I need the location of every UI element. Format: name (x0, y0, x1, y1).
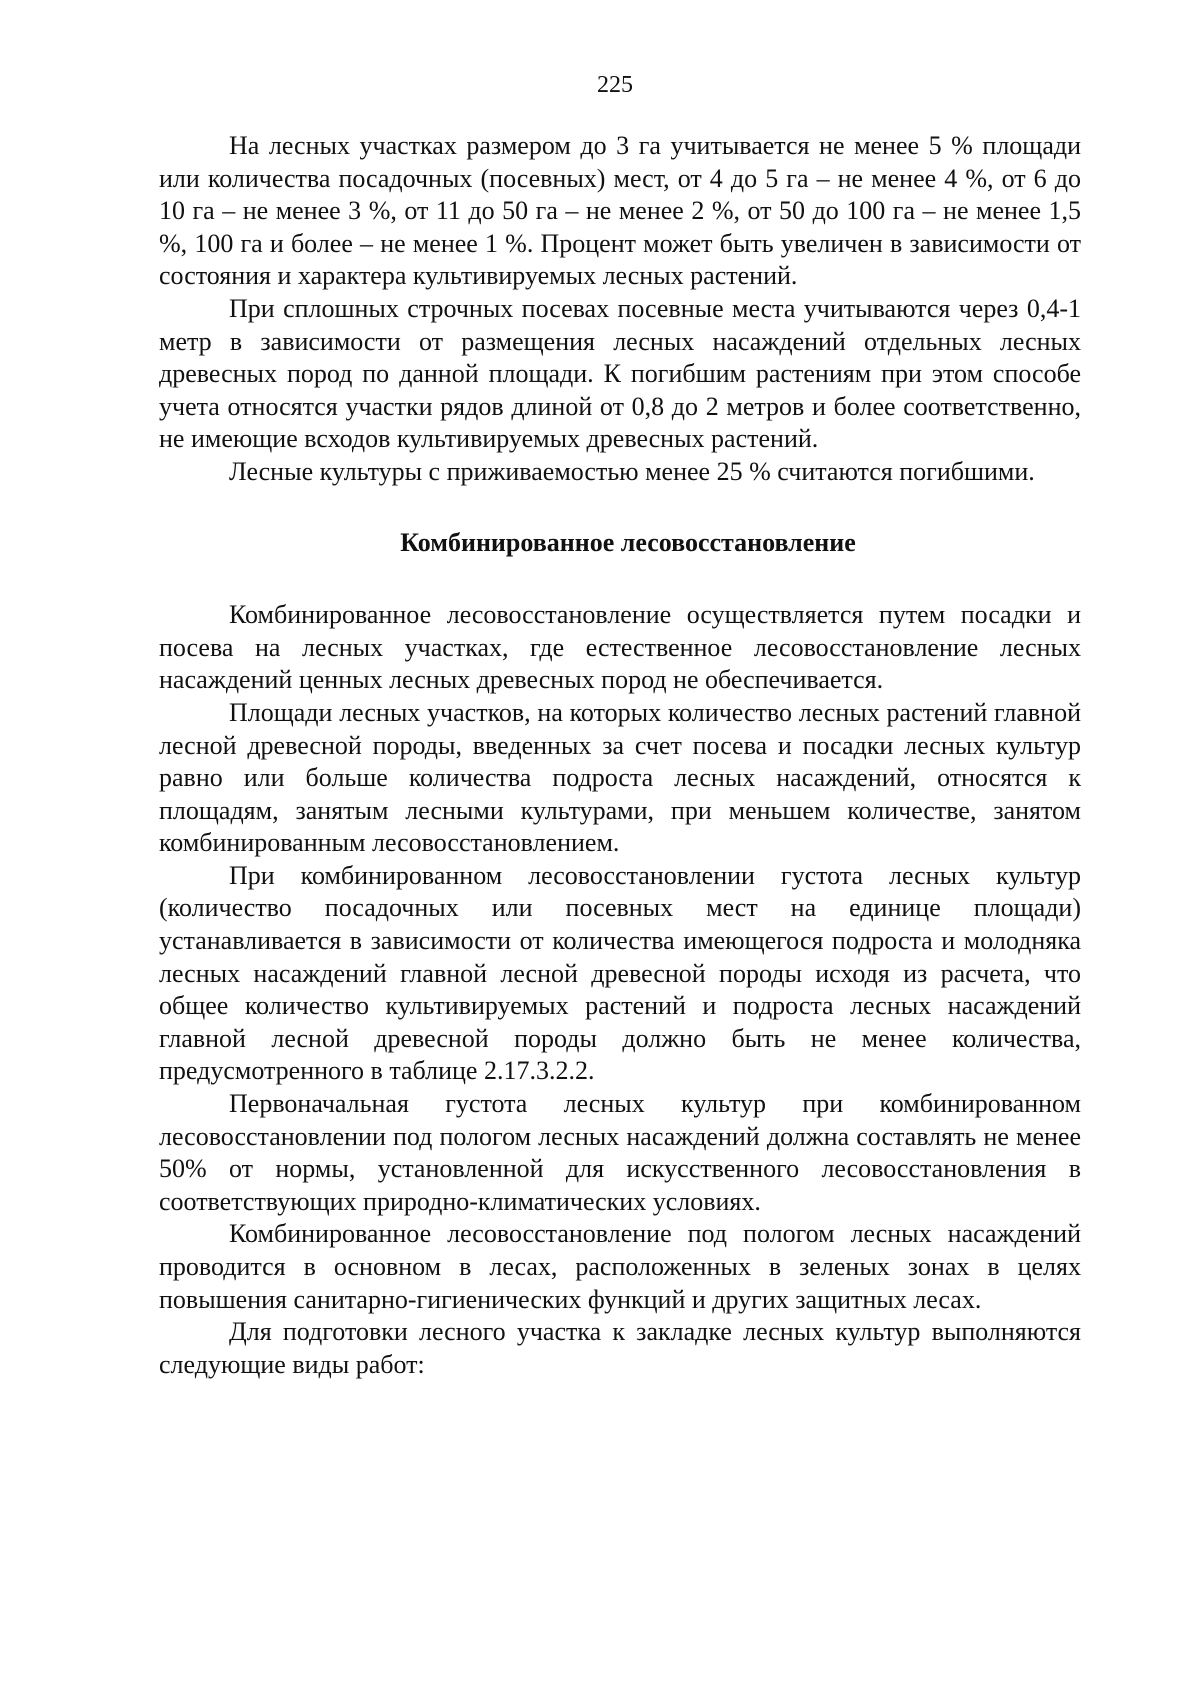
paragraph-survival-rate: Лесные культуры с приживаемостью менее 25 % считаются погибшими. (229, 456, 1035, 486)
page-body (159, 130, 1081, 1381)
paragraph-row-sowing: При сплошных строчных посевах посевные места учитываются через 0,4-1 метр в зависимости от размещения лесных насаждений отдельных лесных древесных пород по данной площади. К погибшим растениям при этом способе учета относятся участки рядов длиной от 0,8 до 2 метров и более соответственно, не имеющие всходов культивируемых древесных растений. (159, 293, 1081, 454)
paragraph-site-preparation: Для подготовки лесного участка к закладке лесных культур выполняются следующие виды работ: (159, 1317, 1081, 1379)
paragraph-area-classification: Площади лесных участков, на которых количество лесных растений главной лесной древесной породы, введенных за счет посева и посадки лесных культур равно или больше количества подроста лесных насаждений, относятся к площадям, занятым лесными культурами, при меньшем количестве, занятом комбинированным лесовосстановлением. (159, 697, 1081, 858)
section-heading: Комбинированное лесовосстановление (400, 527, 856, 557)
paragraph-combined-definition: Комбинированное лесовосстановление осуществляется путем посадки и посева на лесных участках, где естественное лесовосстановление лесных насаждений ценных лесных древесных пород не обеспечивается. (159, 600, 1081, 695)
paragraph-accounting-share: На лесных участках размером до 3 га учитывается не менее 5 % площади или количества посадочных (посевных) мест, от 4 до 5 га – не менее 4 %, от 6 до 10 га – не менее 3 %, от 11 до 50 га – не менее 2 %, от 50 до 100 га – не менее 1,5 %, 100 га и более – не менее 1 %. Процент может быть увеличен в зависимости от состояния и характера культивируемых лесных растений. (159, 131, 1081, 291)
page-number: 225 (597, 72, 633, 98)
paragraph-under-canopy: Комбинированное лесовосстановление под пологом лесных насаждений проводится в основном в лесах, расположенных в зеленых зонах в целях повышения санитарно-гигиенических функций и других защитных лесах. (159, 1219, 1081, 1314)
paragraph-planting-density: При комбинированном лесовосстановлении густота лесных культур (количество посадочных или посевных мест на единице площади) устанавливается в зависимости от количества имеющегося подроста и молодняка лесных насаждений главной лесной древесной породы исходя из расчета, что общее количество культивируемых растений и подроста лесных насаждений главной лесной древесной породы должно быть не менее количества, предусмотренного в таблице 2.17.3.2.2. (159, 860, 1081, 1086)
paragraph-initial-density: Первоначальная густота лесных культур при комбинированном лесовосстановлении под пологом лесных насаждений должна составлять не менее 50% от нормы, установленной для искусственного лесовосстановления в соответствующих природно-климатических условиях. (159, 1089, 1081, 1216)
